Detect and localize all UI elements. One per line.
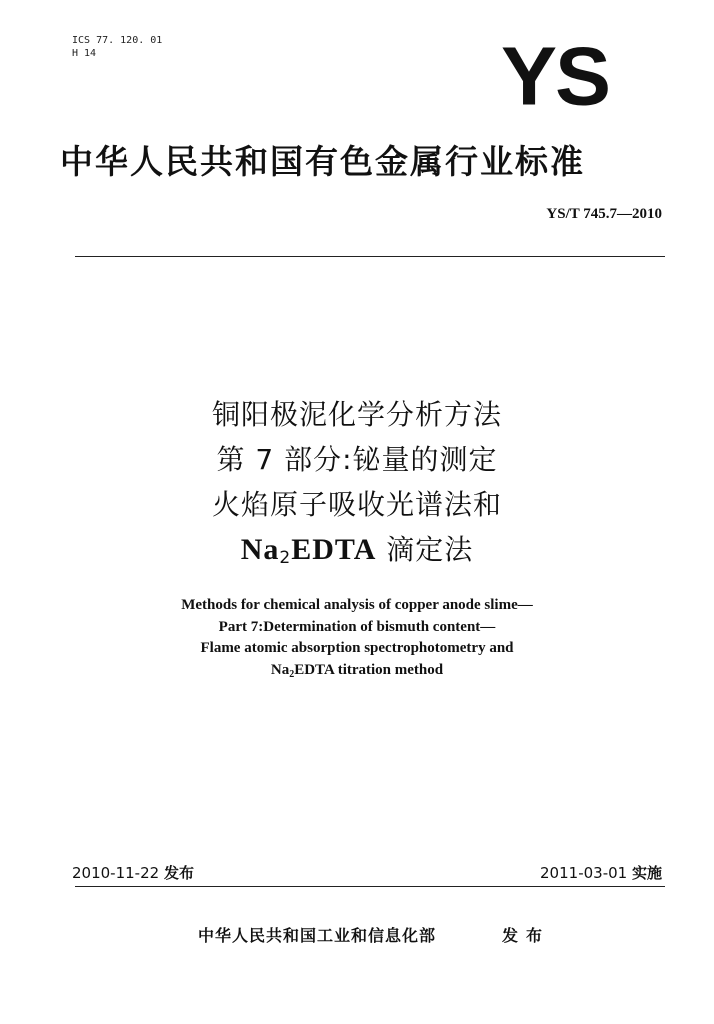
ys-logo	[480, 38, 630, 112]
en-titration-text: EDTA titration method	[294, 661, 444, 678]
ccs-code: H 14	[72, 48, 97, 59]
edta-text: EDTA	[291, 533, 377, 566]
chinese-title-line-4	[0, 527, 714, 581]
chinese-title-line-1: 铜阳极泥化学分析方法	[211, 398, 502, 431]
issue-label: 发布	[163, 864, 194, 882]
english-title-line-4	[0, 660, 714, 686]
chinese-title-line-2: 第 7 部分:铋量的测定	[216, 443, 498, 476]
svg-text:YS: YS	[500, 38, 610, 112]
publisher-name: 中华人民共和国工业和信息化部	[198, 926, 437, 945]
ics-code: ICS 77. 120. 01	[72, 35, 163, 46]
chinese-title	[0, 392, 714, 581]
english-title	[0, 595, 714, 685]
implementation-date: 2011-03-01	[540, 864, 628, 882]
en-na-symbol: Na	[270, 661, 290, 678]
english-title-line-3: Flame atomic absorption spectrophotometry and	[200, 640, 514, 656]
org-title: 中华人民共和国有色金属行业标准	[60, 142, 585, 181]
en-subscript-2: 2	[289, 668, 295, 680]
classification-codes	[72, 34, 162, 60]
chinese-title-line-3: 火焰原子吸收光谱法和	[211, 488, 502, 521]
implementation-label: 实施	[631, 864, 662, 882]
header-divider	[75, 256, 665, 257]
implementation-date-block	[540, 862, 662, 883]
issue-date-block	[72, 862, 194, 883]
na-symbol: Na	[240, 533, 280, 566]
standard-number: YS/T 745.7—2010	[546, 206, 662, 222]
english-title-line-2: Part 7:Determination of bismuth content—	[218, 618, 496, 635]
english-title-line-1: Methods for chemical analysis of copper anode slime—	[181, 597, 533, 613]
footer-divider	[75, 886, 665, 887]
subscript-2: 2	[279, 548, 292, 568]
titration-text: 滴定法	[376, 533, 474, 566]
issue-date: 2010-11-22	[72, 864, 160, 882]
publish-verb: 发布	[502, 926, 551, 945]
